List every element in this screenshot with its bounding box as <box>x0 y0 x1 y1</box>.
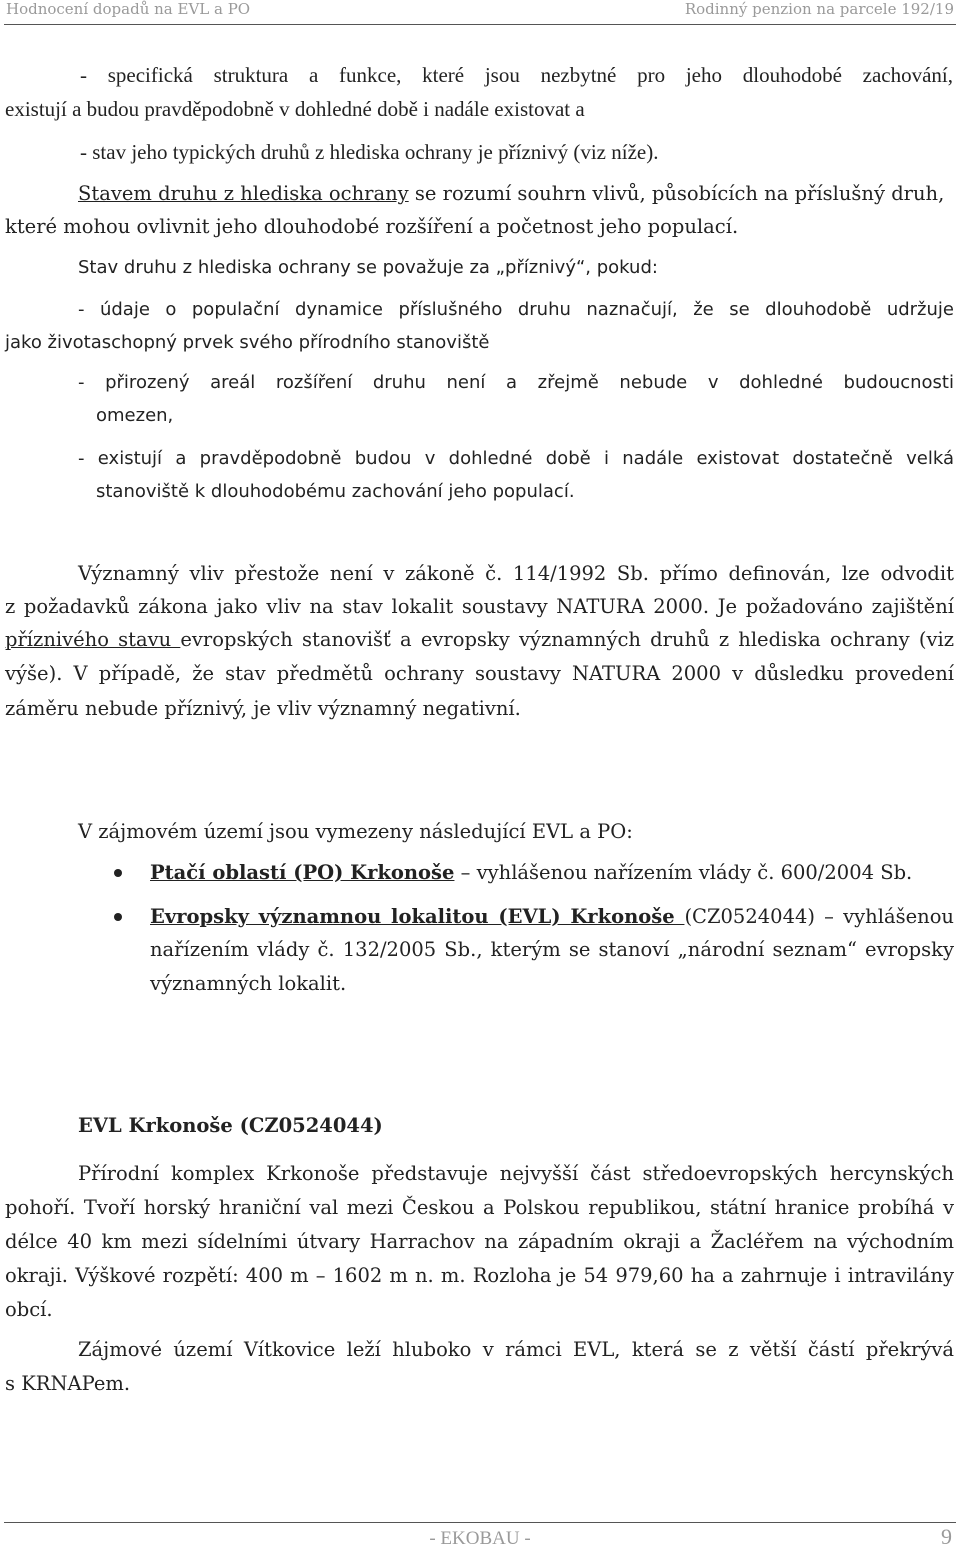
text-fragment: (CZ0524044) – vyhlášenou <box>684 905 954 928</box>
text-line <box>5 627 954 653</box>
header-title-right: Rodinný penzion na parcele 192/19 <box>684 0 954 18</box>
term-underlined: Stavem druhu z hlediska ochrany <box>78 182 409 205</box>
footer-company: - EKOBAU - <box>429 1528 531 1549</box>
text-line <box>5 661 954 687</box>
text-line: - stav jeho typických druhů z hlediska ochrany je příznivý (viz níže). <box>80 140 659 164</box>
text-line: okraji. Výškové rozpětí: 400 m – 1602 m n. m. Rozloha je 54 979,60 ha a zahrnuje i intravilány <box>5 1264 954 1287</box>
text-line: existují a budou pravděpodobně v dohledné době i nadále existovat a <box>5 97 585 121</box>
text-line: - přirozený areál rozšíření druhu není a zřejmě nebude v dohledné budoucnosti <box>78 372 954 393</box>
list-intro: V zájmovém území jsou vymezeny následující EVL a PO: <box>78 820 633 843</box>
text-line: - údaje o populační dynamice příslušného druhu naznačují, že se dlouhodobě udržuje <box>78 299 954 320</box>
text-line: délce 40 km mezi sídelními útvary Harrachov na západním okraji a Žacléřem na východním <box>5 1230 954 1253</box>
text-line: které mohou ovlivnit jeho dlouhodobé rozšíření a početnost jeho populací. <box>5 215 739 238</box>
text-fragment: přímo definován, lze odvodit <box>648 562 954 585</box>
text-line: záměru nebude příznivý, je vliv významný negativní. <box>5 697 521 720</box>
text-line <box>78 561 954 587</box>
text-fragment: evropských stanovišť a evropsky významných druhů z hlediska ochrany (viz <box>180 628 955 651</box>
text-line <box>5 594 954 620</box>
text-line: - specifická struktura a funkce, které jsou nezbytné pro jeho dlouhodobé zachování, <box>80 63 953 87</box>
text-fragment: Je požadováno zajištění <box>709 595 954 618</box>
text-fragment: se rozumí souhrn vlivů, působících na příslušný druh, <box>408 182 945 205</box>
text-fragment: Významný vliv přestože není v zákoně č. 114/1992 Sb. <box>78 562 649 585</box>
text-line: Stav druhu z hlediska ochrany se považuje za „příznivý“, pokud: <box>78 257 658 278</box>
page-number: 9 <box>941 1524 952 1549</box>
text-fragment: V případě, že stav předmětů ochrany soustavy NATURA 2000 v důsledku provedení <box>62 662 954 685</box>
text-line: významných lokalit. <box>150 972 347 995</box>
header-title-left: Hodnocení dopadů na EVL a PO <box>6 0 251 18</box>
footer-rule <box>4 1522 956 1523</box>
text-line: omezen, <box>96 405 174 426</box>
text-line: Zájmové území Vítkovice leží hluboko v rámci EVL, která se z větší částí překrývá <box>78 1338 954 1361</box>
list-item <box>150 904 954 930</box>
list-item <box>150 860 912 886</box>
text-fragment: z požadavků zákona jako vliv na stav lokalit soustavy NATURA 2000. <box>5 595 710 618</box>
text-line: Přírodní komplex Krkonoše představuje nejvyšší část středoevropských hercynských <box>78 1162 954 1185</box>
text-line: pohoří. Tvoří horský hraniční val mezi Českou a Polskou republikou, státní hranice probíhá v <box>5 1196 954 1219</box>
header-rule <box>4 24 956 25</box>
text-line: jako životaschopný prvek svého přírodního stanoviště <box>5 332 490 353</box>
text-fragment: – vyhlášenou nařízením vlády č. 600/2004 Sb. <box>454 861 913 884</box>
page-header <box>0 0 960 22</box>
bullet-icon <box>114 869 122 877</box>
text-line: s KRNAPem. <box>5 1372 131 1395</box>
section-heading: EVL Krkonoše (CZ0524044) <box>78 1114 383 1137</box>
text-line: nařízením vlády č. 132/2005 Sb., kterým se stanoví „národní seznam“ evropsky <box>150 938 954 961</box>
text-line: stanoviště k dlouhodobému zachování jeho populací. <box>96 481 575 502</box>
site-name-evl: Evropsky významnou lokalitou (EVL) Krkonoše <box>150 905 685 928</box>
text-line: obcí. <box>5 1298 53 1321</box>
text-line: - existují a pravděpodobně budou v dohledné době i nadále existovat dostatečně velká <box>78 448 954 469</box>
bullet-icon <box>114 913 122 921</box>
site-name-po: Ptačí oblastí (PO) Krkonoše <box>150 861 455 884</box>
text-fragment: výše). <box>5 662 63 685</box>
term-underlined: příznivého stavu <box>5 628 181 651</box>
definition-line <box>78 181 944 207</box>
